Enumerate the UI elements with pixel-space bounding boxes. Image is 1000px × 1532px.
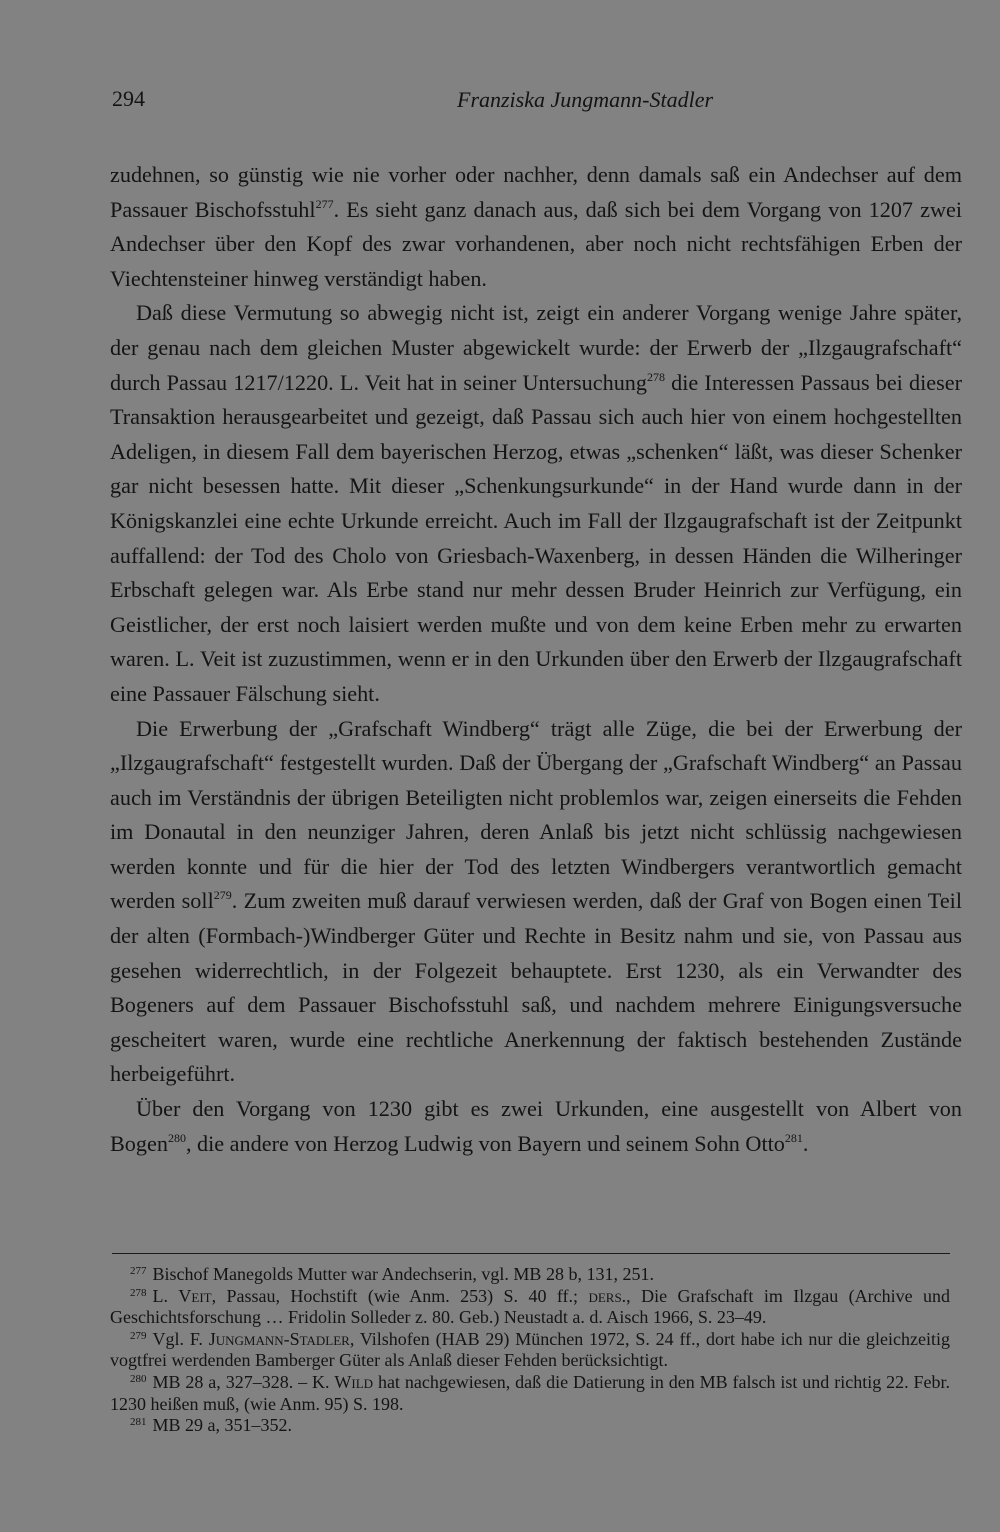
running-head: Franziska Jungmann-Stadler	[457, 87, 714, 112]
text-run: , Die Grafschaft im Ilzgau (Archive und Geschichtsforschung … Fridolin Solleder z. 80. Geb.) Neustadt a. d. Aisch 1966, S. 23–49.	[110, 1285, 950, 1328]
footnote-ref: 279	[213, 888, 232, 903]
paragraph	[110, 712, 962, 1093]
text-run: die Interessen Passaus bei dieser Transaktion herausgearbeitet und gezeigt, daß Passau sich auch hier von einem hochgestellten Adeligen, in diesem Fall dem bayerischen Herzog, etwas „schenken“ läßt, was dieser Schenker gar nicht besessen hatte. Mit dieser „Schenkungsurkunde“ in der Hand wurde dann in der Königskanzlei eine echte Urkunde erreicht. Auch im Fall der Ilzgaugrafschaft ist der Zeitpunkt auffallend: der Tod des Cholo von Griesbach-Waxenberg, in dessen Händen die Wilheringer Erbschaft gelegen war. Als Erbe stand nur mehr dessen Bruder Heinrich zur Verfügung, ein Geistlicher, der erst noch laisiert werden mußte und von dem keine Erben mehr zu erwarten waren. L. Veit ist zuzustimmen, wenn er in den Urkunden über den Erwerb der Ilzgaugrafschaft eine Passauer Fälschung sieht.	[110, 369, 962, 706]
text-run: zudehnen, so günstig wie nie vorher oder nachher, denn damals saß ein Andechser auf dem Passauer Bischofsstuhl	[110, 162, 962, 222]
text-run: MB 28 a, 327–328. – K.	[152, 1371, 335, 1392]
footnote	[110, 1286, 950, 1329]
footnote-number: 280	[130, 1372, 147, 1385]
page-number: 294	[112, 86, 145, 111]
text-run: . Zum zweiten muß darauf verwiesen werden, daß der Graf von Bogen einen Teil der alten (Formbach-)Windberger Güter und Rechte in Besitz nahm und sie, von Passau aus gesehen widerrechtlich, in der Folgezeit behauptete. Erst 1230, als ein Verwandter des Bogeners auf dem Passauer Bischofsstuhl saß, und nachdem mehrere Einigungsversuche gescheitert waren, wurde eine rechtliche Anerkennung der faktisch bestehenden Zustände herbeigeführt.	[110, 888, 962, 1087]
footnote	[110, 1415, 950, 1437]
text-run: , Passau, Hochstift (wie Anm. 253) S. 40 ff.;	[211, 1285, 589, 1306]
text-run: Vgl. F.	[152, 1328, 209, 1349]
footnote-ref: 281	[784, 1130, 803, 1145]
author-name: Wild	[334, 1371, 374, 1392]
footnotes	[110, 1264, 950, 1437]
paragraph	[110, 296, 962, 711]
paragraph	[110, 158, 962, 296]
footnote-ref: 277	[315, 196, 334, 211]
author-name: ders.	[588, 1285, 627, 1306]
footnote-rule	[112, 1253, 950, 1254]
text-run: MB 29 a, 351–352.	[152, 1415, 292, 1436]
footnote-number: 277	[130, 1265, 147, 1277]
text-run: . Es sieht ganz danach aus, daß sich bei dem Vorgang von 1207 zwei Andechser über den Kopf des zwar vorhandenen, aber noch nicht rechtsfähigen Erben der Viechtensteiner hinweg verständigt haben.	[110, 196, 963, 291]
author-name: Veit	[178, 1285, 212, 1306]
footnote-number: 281	[130, 1416, 147, 1429]
paragraph	[110, 1092, 962, 1161]
text-run: Daß diese Vermutung so abwegig nicht ist, zeigt ein anderer Vorgang wenige Jahre später, der genau nach dem gleichen Muster abgewickelt wurde: der Erwerb der „Ilzgaugrafschaft“ durch Passau 1217/1220. L. Veit hat in seiner Untersuchung	[110, 300, 962, 395]
page-header	[112, 86, 950, 118]
footnote	[110, 1372, 950, 1415]
text-run: Über den Vorgang von 1230 gibt es zwei Urkunden, eine ausgestellt von Albert von Bogen	[110, 1096, 962, 1156]
footnote-ref: 280	[167, 1130, 186, 1145]
body-text	[110, 158, 962, 1161]
text-run: L.	[152, 1285, 179, 1306]
text-run: .	[802, 1130, 809, 1156]
footnote	[110, 1329, 950, 1372]
text-run: Bischof Manegolds Mutter war Andechserin, vgl. MB 28 b, 131, 251.	[152, 1264, 654, 1284]
footnote-number: 279	[130, 1329, 147, 1342]
text-run: , Vilshofen (HAB 29) München 1972, S. 24 ff., dort habe ich nur die gleichzeitig vogtfrei werdenden Bamberger Güter als Anlaß dieser Fehden berücksichtigt.	[110, 1328, 950, 1371]
text-run: , die andere von Herzog Ludwig von Bayern und seinem Sohn Otto	[185, 1130, 785, 1156]
text-run: Die Erwerbung der „Grafschaft Windberg“ trägt alle Züge, die bei der Erwerbung der „Ilzgaugrafschaft“ festgestellt wurden. Daß der Übergang der „Grafschaft Windberg“ an Passau auch im Verständnis der übrigen Beteiligten nicht problemlos war, zeigen einerseits die Fehden im Donautal in den neunziger Jahren, deren Anlaß bis jetzt nicht schlüssig nachgewiesen werden konnte und für die hier der Tod des letzten Windbergers verantwortlich gemacht werden soll	[110, 715, 962, 914]
author-name: Jungmann-Stadler	[208, 1328, 350, 1349]
footnote	[110, 1264, 950, 1286]
footnote-number: 278	[130, 1286, 147, 1299]
text-run: hat nachgewiesen, daß die Datierung in den MB falsch ist und richtig 22. Febr. 1230 heißen muß, (wie Anm. 95) S. 198.	[110, 1371, 950, 1414]
footnote-ref: 278	[646, 369, 665, 384]
